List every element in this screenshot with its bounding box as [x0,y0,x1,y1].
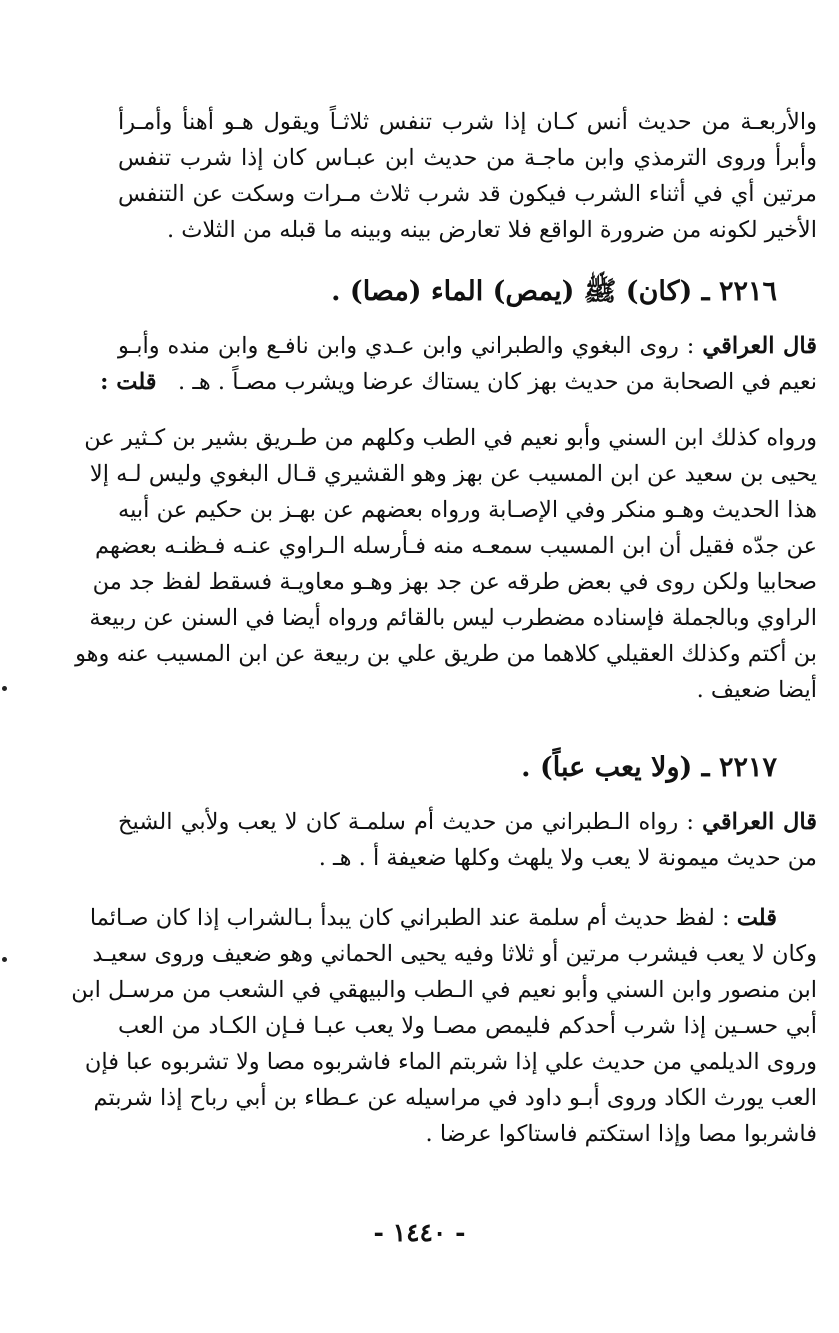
text-line: وأبرأ وروى الترمذي وابن ماجـة من حديث ابن عبـاس كان إذا شرب تنفس [118,145,817,171]
text-line: ابن منصور وابن السني وأبو نعيم في الـطب والبيهقي في الشعب من مرسـل ابن [71,977,817,1003]
text-segment: : رواه الـطبراني من حديث أم سلمـة كان لا يعب ولأبي الشيخ [118,809,694,835]
text-line [100,364,817,400]
entry-heading-2216: ٢٢١٦ ـ (كان) ﷺ (يمص) الماء (مصا) . [331,276,777,307]
label-qult: قلت : [100,369,157,395]
scan-mark [2,686,7,691]
text-line: أيضا ضعيف . [696,677,817,703]
text-line: وكان لا يعب فيشرب مرتين أو ثلاثا وفيه يحيى الحماني وهو ضعيف وروى سعيـد [92,941,817,967]
paragraph-2 [100,328,818,400]
text-line: العب يورث الكاد وروى أبـو داود في مراسيله عن عـطاء بن أبي رباح إذا شربتم [93,1085,817,1111]
paragraph-5 [71,900,817,1152]
text-line: الراوي وبالجملة فإسناده مضطرب ليس بالقائم ورواه أيضا في السنن عن ربيعة [89,605,817,631]
text-line [118,804,817,840]
paragraph-3 [75,420,817,708]
text-line: مرتين أي في أثناء الشرب فيكون قد شرب ثلاث مـرات وسكت عن التنفس [118,181,817,207]
paragraph-4 [118,804,817,876]
paragraph-1 [118,104,817,248]
entry-heading-2217: ٢٢١٧ ـ (ولا يعب عباً) . [521,752,777,783]
text-line: ورواه كذلك ابن السني وأبو نعيم في الطب وكلهم من طـريق بشير بن كـثير عن [84,425,817,451]
text-line: الأخير لكونه من ضرورة الواقع فلا تعارض بينه وبينه ما قبله من الثلاث . [166,217,817,243]
text-segment: نعيم في الصحابة من حديث بهز كان يستاك عرضا ويشرب مصـاً . هـ . [178,369,817,395]
text-line [118,328,817,364]
label-qult: قلت [736,905,777,931]
text-segment: : روى البغوي والطبراني وابن عـدي وابن نافـع وابن منده وأبـو [118,333,695,359]
text-line: أبي حسـين إذا شرب أحدكم فليمص مصـا ولا يعب عبـا فـإن الكـاد من العب [118,1013,817,1039]
label-qal-al-iraqi: قال العراقي [702,333,818,359]
text-line: هذا الحديث وهـو منكر وفي الإصـابة ورواه بعضهم عن بهـز بن حكيم عن أبيه [118,497,817,523]
text-line: يحيى بن سعيد عن ابن المسيب عن بهز وهو القشيري قـال البغوي وليس لـه إلا [89,461,817,487]
text-segment: : لفظ حديث أم سلمة عند الطبراني كان يبدأ بـالشراب إذا كان صـائما [89,905,730,931]
text-line: والأربعـة من حديث أنس كـان إذا شرب تنفس ثلاثـاً ويقول هـو أهنأ وأمـرأ [118,109,817,135]
label-qal-al-iraqi: قال العراقي [702,809,818,835]
scan-mark [2,957,7,962]
text-line: عن جدّه فقيل أن ابن المسيب سمعـه منه فـأرسله الـراوي عنـه فـظنـه بعضهم [95,533,817,559]
text-line [89,900,817,936]
text-line: صحابيا ولكن روى في بعض طرقه عن جد بهز وهـو معاويـة فسقط لفظ جد من [92,569,817,595]
text-line: فاشربوا مصا وإذا استكتم فاستاكوا عرضا . [425,1121,817,1147]
text-line: من حديث ميمونة لا يعب ولا يلهث وكلها ضعيفة أ . هـ . [318,845,817,871]
page-number: - ١٤٤٠ - [373,1218,466,1247]
text-line: بن أكتم وكذلك العقيلي كلاهما من طريق علي بن ربيعة عن ابن المسيب عنه وهو [75,641,817,667]
text-line: وروى الديلمي من حديث علي إذا شربتم الماء فاشربوه مصا ولا تشربوه عبا فإن [84,1049,817,1075]
